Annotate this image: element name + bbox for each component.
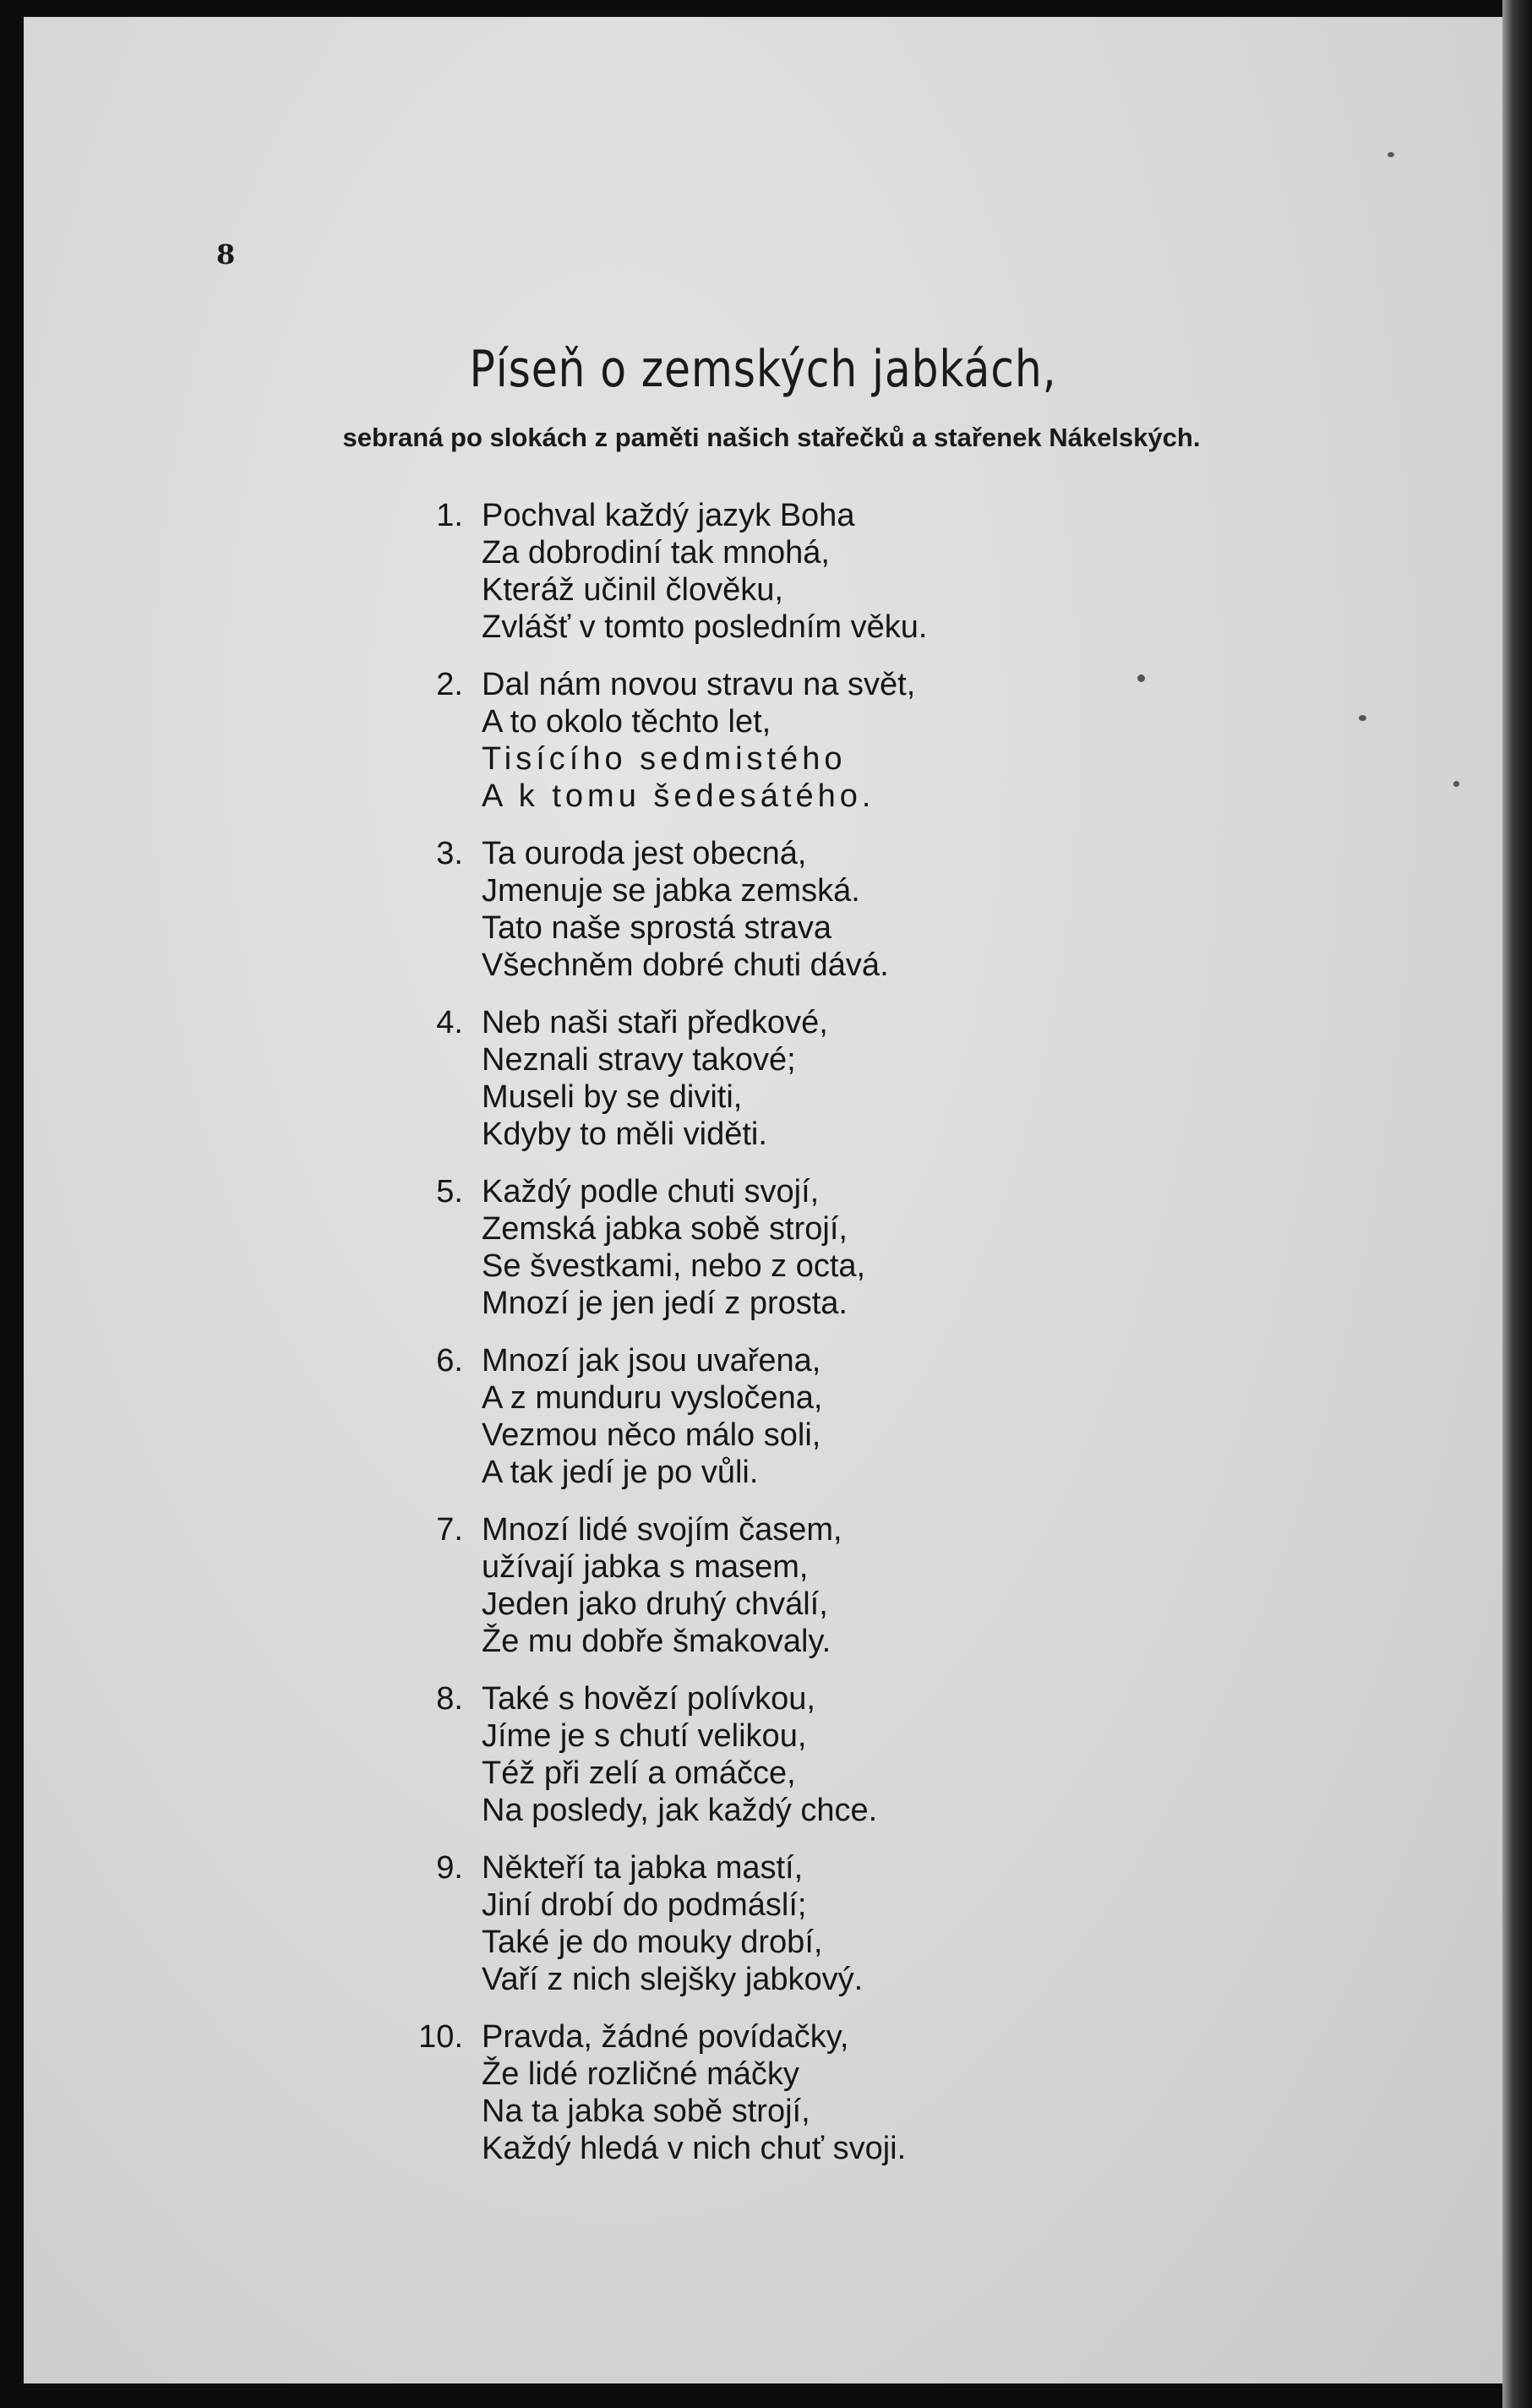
verse-line: Na posledy, jak každý chce.	[482, 1793, 878, 1828]
stanza-number: 1.	[436, 498, 463, 533]
verse-line: Také s hovězí polívkou,	[482, 1681, 815, 1717]
poem-title: Píseň o zemských jabkách,	[469, 340, 1057, 399]
verse-line: Za dobrodiní tak mnohá,	[482, 535, 830, 571]
stanza-number: 6.	[436, 1343, 463, 1379]
verse-line: Někteří ta jabka mastí,	[482, 1850, 804, 1886]
stanza-number: 2.	[436, 667, 463, 702]
verse-line: Vezmou něco málo soli,	[482, 1417, 821, 1453]
stanza-lines	[482, 1173, 865, 1342]
verse-line: Ta ouroda jest obecná,	[482, 836, 807, 871]
stanza-number: 10.	[418, 2019, 463, 2055]
verse-line: Mnozí lidé svojím časem,	[482, 1512, 842, 1548]
stanza-lines	[482, 2018, 906, 2187]
stanza-lines	[482, 666, 915, 835]
stanza-lines	[482, 1342, 822, 1511]
stanza	[395, 2018, 1156, 2187]
verse-line: Zemská jabka sobě strojí,	[482, 1211, 848, 1247]
verse-line: Dal nám novou stravu na svět,	[482, 667, 916, 702]
verse-line: Jíme je s chutí velikou,	[482, 1718, 807, 1754]
verse-line: Zvlášť v tomto posledním věku.	[482, 609, 928, 645]
verse-line: Neb naši staři předkové,	[482, 1005, 828, 1040]
verse-line: A to okolo těchto let,	[482, 704, 771, 740]
verse-line: Se švestkami, nebo z octa,	[482, 1248, 866, 1284]
poem-body	[395, 497, 1156, 2187]
verse-line: Též při zelí a omáčce,	[482, 1755, 796, 1791]
verse-line: Tato naše sprostá strava	[482, 910, 831, 946]
stanza-lines	[482, 1004, 828, 1173]
verse-line: A k tomu šedesátého.	[482, 778, 875, 814]
verse-line: Mnozí jak jsou uvařena,	[482, 1343, 821, 1379]
verse-line: Vaří z nich slejšky jabkový.	[482, 1962, 864, 1997]
verse-line: Jiní drobí do podmáslí;	[482, 1887, 807, 1923]
book-page	[24, 17, 1502, 2383]
verse-line: A z munduru vysločena,	[482, 1380, 823, 1416]
page-edge-shadow	[1502, 0, 1532, 2408]
verse-line: A tak jedí je po vůli.	[482, 1455, 759, 1490]
stanza-lines	[482, 835, 889, 1004]
verse-line: Museli by se diviti,	[482, 1079, 743, 1115]
verse-line: Jeden jako druhý chválí,	[482, 1586, 828, 1622]
verse-line: Na ta jabka sobě strojí,	[482, 2094, 810, 2129]
paper-speck	[1453, 781, 1459, 787]
verse-line: Že mu dobře šmakovaly.	[482, 1624, 831, 1659]
paper-speck	[1388, 152, 1394, 157]
poem-subtitle: sebraná po slokách z paměti našich stařečků a stařenek Nákelských.	[342, 423, 1201, 452]
stanza	[395, 497, 1156, 666]
stanza-number: 5.	[436, 1174, 463, 1209]
stanza	[395, 1680, 1156, 1849]
stanza-lines	[482, 497, 927, 666]
stanza	[395, 1342, 1156, 1511]
verse-line: Kdyby to měli viděti.	[482, 1117, 767, 1152]
page-number: 8	[216, 238, 236, 270]
stanza	[395, 1849, 1156, 2018]
verse-line: Jmenuje se jabka zemská.	[482, 873, 860, 909]
verse-line: Kteráž učinil člověku,	[482, 572, 783, 608]
paper-speck	[1359, 715, 1366, 721]
verse-line: užívají jabka s masem,	[482, 1549, 809, 1585]
stanza	[395, 666, 1156, 835]
stanza-lines	[482, 1680, 877, 1849]
verse-line: Mnozí je jen jedí z prosta.	[482, 1286, 848, 1321]
stanza-number: 4.	[436, 1005, 463, 1040]
stanza-number: 8.	[436, 1681, 463, 1717]
verse-line: Pochval každý jazyk Boha	[482, 498, 855, 533]
verse-line: Že lidé rozličné máčky	[482, 2056, 799, 2092]
verse-line: Pravda, žádné povídačky,	[482, 2019, 849, 2055]
verse-line: Každý hledá v nich chuť svoji.	[482, 2131, 907, 2166]
stanza	[395, 835, 1156, 1004]
paper-speck	[1137, 674, 1145, 682]
stanza-lines	[482, 1511, 842, 1680]
stanza-lines	[482, 1849, 863, 2018]
stanza-number: 7.	[436, 1512, 463, 1548]
verse-line: Každý podle chuti svojí,	[482, 1174, 820, 1209]
stanza	[395, 1004, 1156, 1173]
verse-line: Tisícího sedmistého	[482, 741, 847, 777]
verse-line: Neznali stravy takové;	[482, 1042, 796, 1078]
verse-line: Také je do mouky drobí,	[482, 1925, 823, 1960]
stanza	[395, 1173, 1156, 1342]
stanza	[395, 1511, 1156, 1680]
stanza-number: 3.	[436, 836, 463, 871]
stanza-number: 9.	[436, 1850, 463, 1886]
verse-line: Všechněm dobré chuti dává.	[482, 947, 889, 983]
